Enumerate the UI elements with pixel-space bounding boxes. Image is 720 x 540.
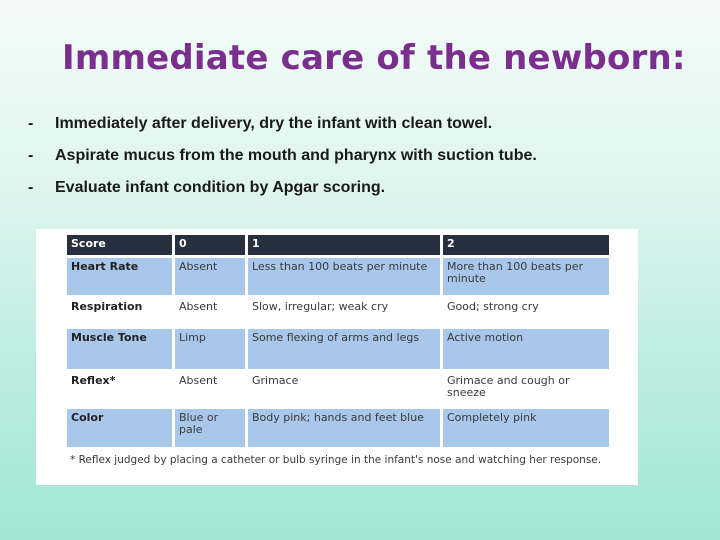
bullet-marker: -: [28, 147, 34, 164]
table-cell: Absent: [175, 258, 245, 295]
table-row: [67, 372, 609, 406]
table-header-cell: 1: [248, 235, 440, 255]
table-header-cell: 0: [175, 235, 245, 255]
table-cell: Limp: [175, 329, 245, 369]
table-row: [67, 298, 609, 326]
table-cell: Grimace and cough or sneeze: [443, 372, 609, 406]
table-cell: Good; strong cry: [443, 298, 609, 326]
row-label: Reflex*: [67, 372, 172, 406]
apgar-table-image: [36, 229, 638, 485]
bullet-item: [28, 140, 537, 172]
table-footnote: * Reflex judged by placing a catheter or bulb syringe in the infant's nose and watching her response.: [70, 454, 602, 466]
row-label: Heart Rate: [67, 258, 172, 295]
table-header-cell: Score: [67, 235, 172, 255]
table-cell: Less than 100 beats per minute: [248, 258, 440, 295]
table-cell: Some flexing of arms and legs: [248, 329, 440, 369]
table-cell: Active motion: [443, 329, 609, 369]
row-label: Respiration: [67, 298, 172, 326]
table-cell: Absent: [175, 372, 245, 406]
table-row: [67, 329, 609, 369]
table-cell: More than 100 beats per minute: [443, 258, 609, 295]
table-cell: Completely pink: [443, 409, 609, 447]
apgar-score-table: [64, 232, 612, 450]
table-header-row: [67, 235, 609, 255]
row-label: Color: [67, 409, 172, 447]
bullet-text: Immediately after delivery, dry the infant with clean towel.: [55, 115, 493, 132]
table-row: [67, 409, 609, 447]
bullet-list: [28, 108, 537, 204]
bullet-item: [28, 172, 537, 204]
table-cell: Blue or pale: [175, 409, 245, 447]
table-cell: Absent: [175, 298, 245, 326]
row-label: Muscle Tone: [67, 329, 172, 369]
bullet-text: Aspirate mucus from the mouth and pharynx with suction tube.: [55, 147, 537, 164]
bullet-marker: -: [28, 179, 34, 196]
slide-title: Immediate care of the newborn:: [62, 38, 686, 78]
table-row: [67, 258, 609, 295]
table-cell: Body pink; hands and feet blue: [248, 409, 440, 447]
table-header-cell: 2: [443, 235, 609, 255]
table-cell: Grimace: [248, 372, 440, 406]
table-cell: Slow, irregular; weak cry: [248, 298, 440, 326]
bullet-marker: -: [28, 115, 34, 132]
bullet-text: Evaluate infant condition by Apgar scoring.: [55, 179, 386, 196]
bullet-item: [28, 108, 537, 140]
